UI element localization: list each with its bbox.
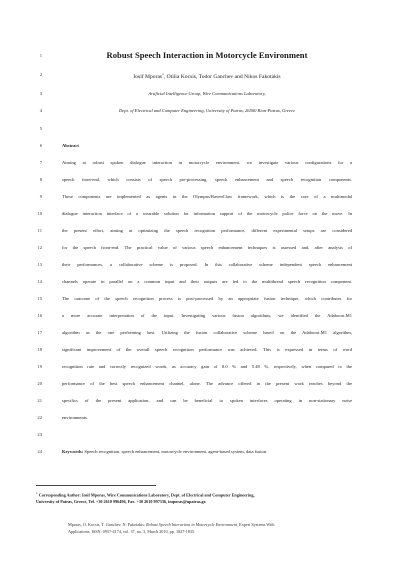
manuscript-line xyxy=(0,157,400,168)
abstract-line: algorithm as the one performing best. Utilizing the fusion collaborative scheme based on the Adaboost.M1 algorithm, xyxy=(62,330,352,335)
line-number: 2 xyxy=(39,72,42,77)
line-number: 20 xyxy=(37,381,42,386)
manuscript-line xyxy=(0,50,400,61)
corresponding-author-footnote xyxy=(36,490,368,505)
manuscript-line xyxy=(0,446,400,457)
citation-note xyxy=(68,522,368,536)
citation-prefix: Mporas, O. Kocsis, T. Ganchev, N. Fakotakis: xyxy=(68,522,147,527)
line-number: 1 xyxy=(39,53,42,58)
manuscript-line xyxy=(0,344,400,355)
abstract-line: a more accurate interpretation of the input. Investigating various fusion algorithms, we identified the Adaboost.M1 xyxy=(62,313,352,318)
abstract-line: speech front-end, which consists of speech pre-processing, speech enhancement and speech recognition components. xyxy=(62,177,352,182)
line-number: 24 xyxy=(37,449,42,454)
keywords-label: Keywords: xyxy=(62,449,84,454)
line-number: 10 xyxy=(37,211,42,216)
abstract-line: significant improvement of the overall speech recognition performance was achieved. This is expressed in terms of word xyxy=(62,347,352,352)
manuscript-line xyxy=(0,395,400,406)
abstract-line: These components are implemented as agents in the Olympus/RavenClaw framework, which is the core of a multimodal xyxy=(62,194,352,199)
abstract-line: for the speech front-end. The practical value of various speech enhancement techniques is assessed and, after analysis of xyxy=(62,245,352,250)
manuscript-line xyxy=(0,259,400,270)
manuscript-line xyxy=(0,310,400,321)
line-number: 5 xyxy=(39,126,42,131)
abstract-line: their performances, a collaborative scheme is proposed. In this collaborative scheme independent speech enhancement xyxy=(62,262,352,267)
line-number: 16 xyxy=(37,313,42,318)
line-number: 21 xyxy=(37,398,42,403)
citation-title: Robust Speech Interaction in Motorcycle Environment xyxy=(146,522,238,527)
line-number: 18 xyxy=(37,347,42,352)
abstract-line: recognition rate and correctly recognized words, as accuracy gain of 8.0 % and 5.48 %, respectively, when compared to the xyxy=(62,364,352,369)
abstract-line: the present effort, aiming at optimizing the speech recognition performance, different experimental setups are considered xyxy=(62,228,352,233)
abstract-line: Aiming at robust spoken dialogue interaction in motorcycle environment, we investigate various configurations for a xyxy=(62,160,352,165)
manuscript-line xyxy=(0,429,400,440)
manuscript-line xyxy=(0,69,400,80)
manuscript-line xyxy=(0,208,400,219)
citation-line: Applications, ISSN: 0957-4174, vol. 37, no. 3, March 2010, pp. 1827-1835. xyxy=(68,528,196,534)
keywords-text: Speech recognition, speech enhancement, motorcycle environment, agent-based system, data fusion. xyxy=(83,449,268,454)
abstract-line: environments. xyxy=(62,415,88,420)
manuscript-line xyxy=(0,140,400,151)
abstract-line: dialogue interaction interface of a wearable solution for information support of the motorcycle police force on the move. In xyxy=(62,211,352,216)
line-number: 11 xyxy=(37,228,42,233)
manuscript-line xyxy=(0,105,400,116)
line-number: 22 xyxy=(37,415,42,420)
affiliation-group: Artificial Intelligence Group, Wire Communications Laboratory, xyxy=(148,91,266,96)
abstract-heading: Abstract xyxy=(62,143,79,148)
manuscript-line xyxy=(0,191,400,202)
other-authors: , Otilia Kocsis, Todor Ganchev and Nikos Fakotakis xyxy=(163,73,281,80)
manuscript-line xyxy=(0,361,400,372)
manuscript-line xyxy=(0,225,400,236)
manuscript-line xyxy=(0,327,400,338)
paper-title: Robust Speech Interaction in Motorcycle Environment xyxy=(106,50,308,60)
footnote-line: Corresponding Author: Iosif Mporas, Wire Communications Laboratory, Dept. of Electrical and Computer Engineering, xyxy=(37,492,255,498)
affiliation-dept: Dept. of Electrical and Computer Engineering, University of Patras, 26500 Rion-Patras, Greece xyxy=(119,108,295,113)
abstract-line: specifics of the present application, and can be beneficial to spoken interfaces operating in non-stationary noise xyxy=(62,398,352,403)
author-list xyxy=(62,69,352,83)
line-number: 15 xyxy=(37,296,42,301)
line-number: 3 xyxy=(39,91,42,96)
footnote-mark: 1 xyxy=(36,491,38,495)
citation-suffix: , Expert Systems With xyxy=(237,522,275,527)
manuscript-line xyxy=(0,88,400,99)
line-number: 4 xyxy=(39,108,42,113)
manuscript-line xyxy=(0,276,400,287)
abstract-line: The outcome of the speech recognition process is post-processed by an appropriate fusion technique, which contributes for xyxy=(62,296,352,301)
first-author: Iosif Mporas xyxy=(133,73,163,80)
abstract-line: channels operate in parallel on a common input and their outputs are fed to the multithread speech recognition component. xyxy=(62,279,352,284)
line-number: 19 xyxy=(37,364,42,369)
footnote-divider xyxy=(36,485,156,486)
line-number: 9 xyxy=(39,194,42,199)
manuscript-line xyxy=(0,242,400,253)
line-number: 14 xyxy=(37,279,42,284)
line-number: 6 xyxy=(39,143,42,148)
author-footnote-mark: 1 xyxy=(162,72,164,76)
keywords xyxy=(62,446,352,457)
abstract-line: performance of the best speech enhancement channel, alone. The advance offered in the present work reaches beyond the xyxy=(62,381,352,386)
line-number: 7 xyxy=(39,160,42,165)
manuscript-line xyxy=(0,174,400,185)
line-number: 12 xyxy=(37,245,42,250)
manuscript-line xyxy=(0,293,400,304)
manuscript-line xyxy=(0,123,400,134)
line-number: 23 xyxy=(37,432,42,437)
line-number: 8 xyxy=(39,177,42,182)
line-number: 17 xyxy=(37,330,42,335)
line-number: 13 xyxy=(37,262,42,267)
footnote-line: University of Patras, Greece, Tel. +30 2610 996496, Fax. +30 2610 997336, imporas@upatras.gr. xyxy=(36,498,207,504)
manuscript-line xyxy=(0,378,400,389)
manuscript-line xyxy=(0,412,400,423)
